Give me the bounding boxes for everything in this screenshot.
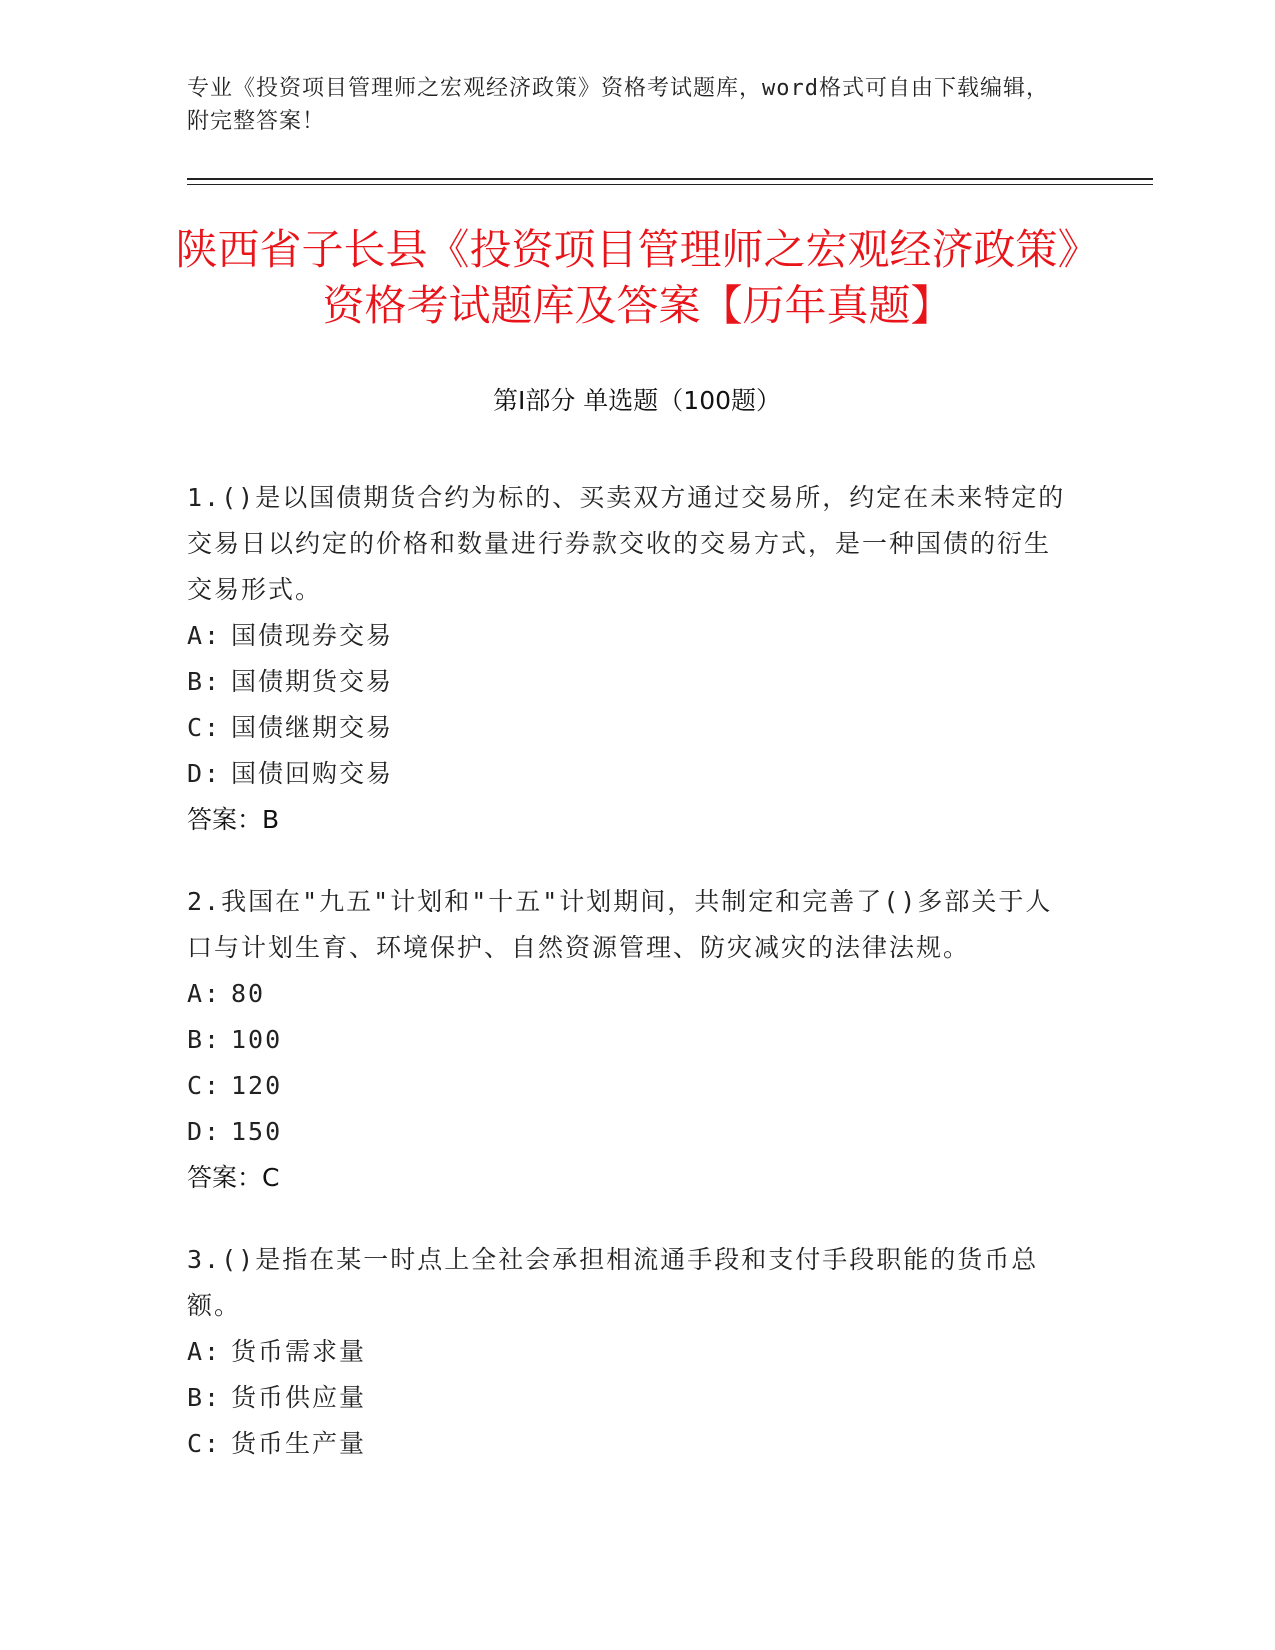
option-key: C:	[187, 1071, 222, 1100]
question-stem: 1.()是以国债期货合约为标的、买卖双方通过交易所，约定在未来特定的交易日以约定的价格和数量进行券款交收的交易方式，是一种国债的衍生交易形式。	[187, 483, 1066, 604]
question-stem: 3.()是指在某一时点上全社会承担相流通手段和支付手段职能的货币总额。	[187, 1245, 1039, 1320]
option-text: 国债期货交易	[231, 667, 394, 696]
option-text: 货币生产量	[231, 1429, 367, 1458]
document-title: 陕西省子长县《投资项目管理师之宏观经济政策》资格考试题库及答案【历年真题】	[175, 225, 1100, 330]
header-note: 专业《投资项目管理师之宏观经济政策》资格考试题库，word格式可自由下载编辑，附完整答案！	[187, 76, 1049, 134]
option-key: B:	[187, 1383, 222, 1412]
option-text: 100	[231, 1025, 283, 1054]
option-text: 国债继期交易	[231, 713, 394, 742]
option-c	[187, 1063, 1067, 1109]
option-d	[187, 751, 1067, 797]
option-text: 货币需求量	[231, 1337, 367, 1366]
option-a	[187, 613, 1067, 659]
option-key: D:	[187, 1117, 222, 1146]
option-b	[187, 1375, 1067, 1421]
option-key: A:	[187, 1337, 222, 1366]
option-c	[187, 1421, 1067, 1467]
option-text: 120	[231, 1071, 283, 1100]
option-key: B:	[187, 667, 222, 696]
option-b	[187, 1017, 1067, 1063]
option-key: A:	[187, 621, 222, 650]
option-text: 150	[231, 1117, 283, 1146]
option-key: C:	[187, 713, 222, 742]
header-divider-thin	[187, 184, 1153, 185]
question-1	[187, 475, 1067, 843]
question-stem: 2.我国在"九五"计划和"十五"计划期间，共制定和完善了()多部关于人口与计划生育、环境保护、自然资源管理、防灾减灾的法律法规。	[187, 887, 1053, 962]
header-divider-thick	[187, 178, 1153, 180]
option-d	[187, 1109, 1067, 1155]
option-text: 货币供应量	[231, 1383, 367, 1412]
option-b	[187, 659, 1067, 705]
option-key: D:	[187, 759, 222, 788]
section-title: 第Ⅰ部分 单选题（100题）	[492, 386, 782, 415]
option-key: B:	[187, 1025, 222, 1054]
option-key: A:	[187, 979, 222, 1008]
option-a	[187, 971, 1067, 1017]
option-text: 80	[231, 979, 266, 1008]
question-list	[187, 475, 1067, 1503]
option-c	[187, 705, 1067, 751]
question-3	[187, 1237, 1067, 1467]
option-key: C:	[187, 1429, 222, 1458]
question-2	[187, 879, 1067, 1201]
option-text: 国债回购交易	[231, 759, 394, 788]
answer-line: 答案：B	[187, 805, 280, 834]
option-text: 国债现券交易	[231, 621, 394, 650]
option-a	[187, 1329, 1067, 1375]
answer-line: 答案：C	[187, 1163, 280, 1192]
